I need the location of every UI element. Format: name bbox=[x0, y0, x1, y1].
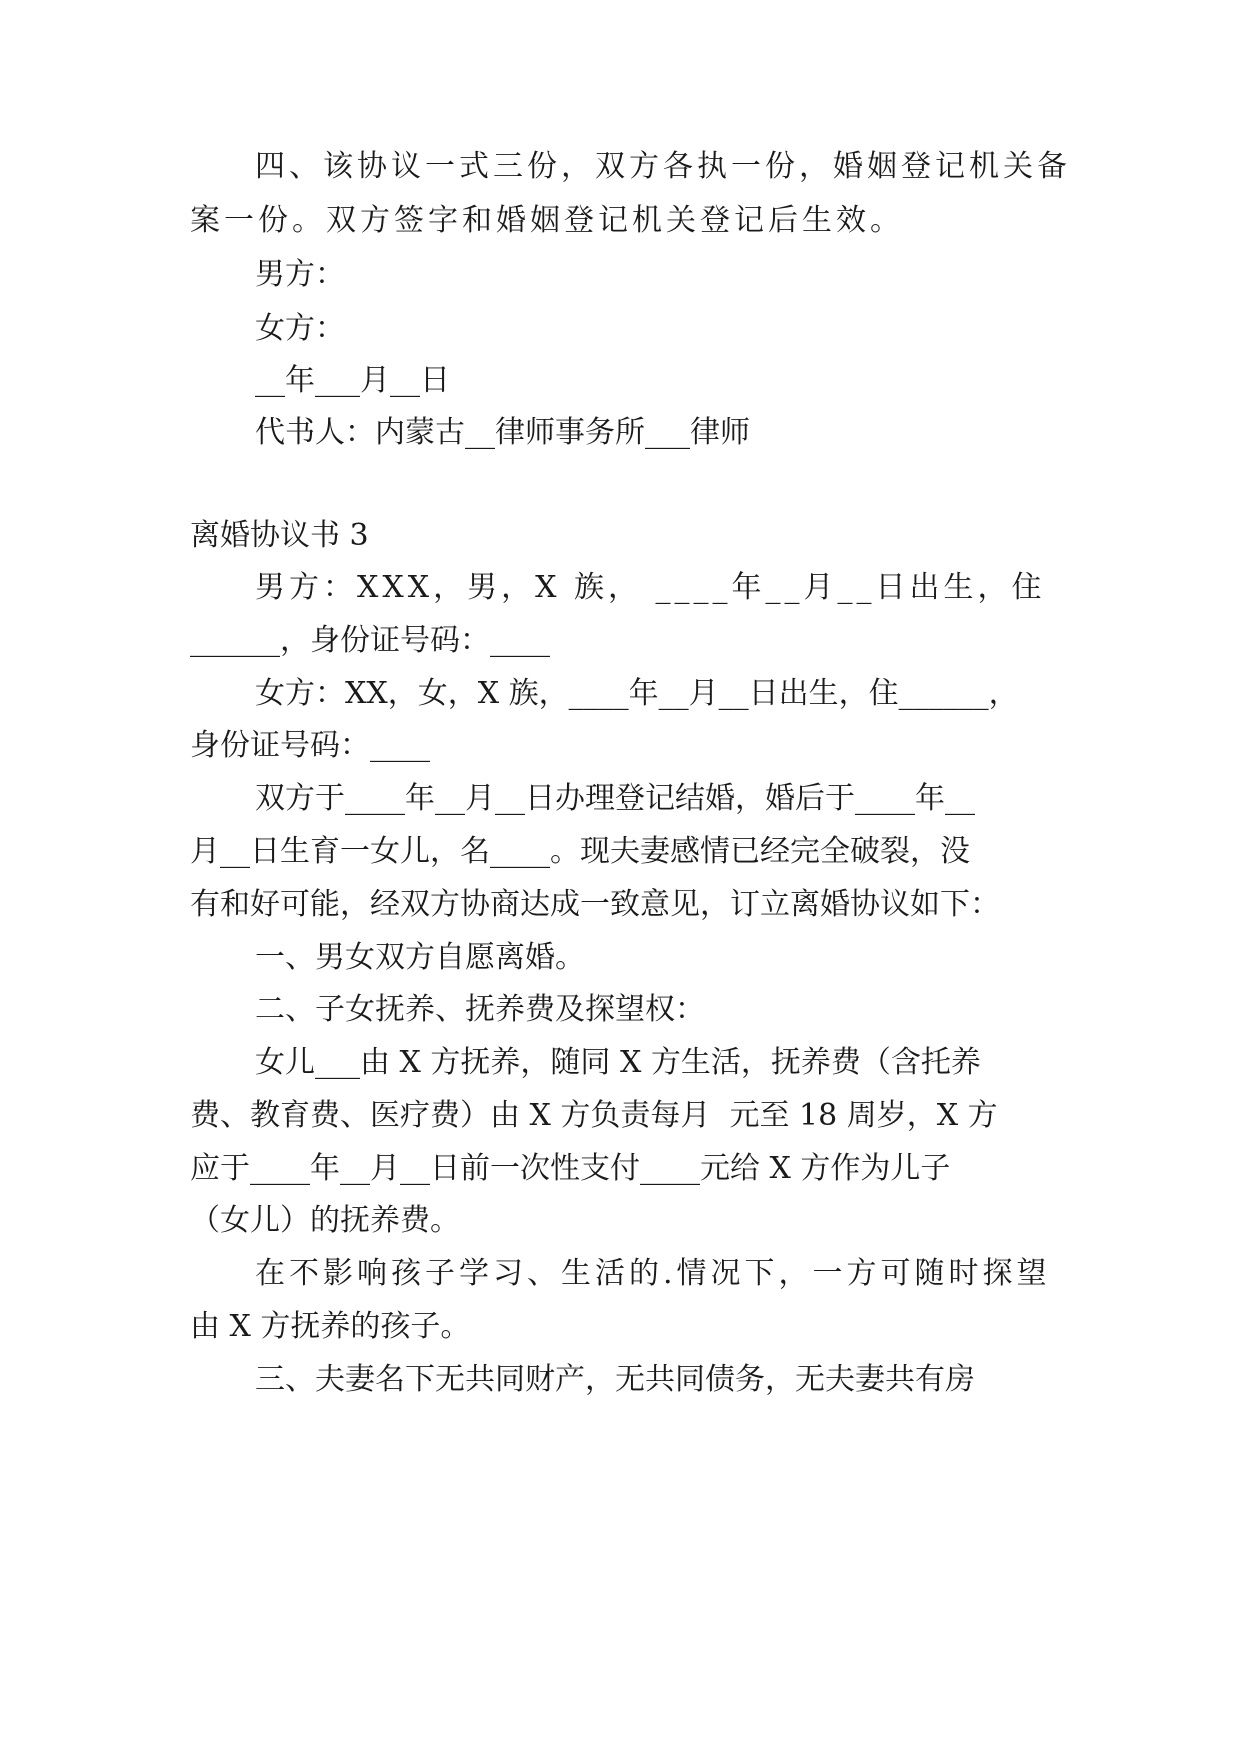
clause-two: 二、子女抚养、抚养费及探望权： bbox=[255, 992, 705, 1027]
male-party-signature-label: 男方： bbox=[255, 257, 345, 292]
clause-one: 一、男女双方自愿离婚。 bbox=[255, 940, 585, 975]
female-party-info: 女方：XX，女，X 族，____年__月__日出生，住______， bbox=[255, 676, 1019, 711]
female-party-info-cont: 身份证号码：____ bbox=[190, 728, 430, 763]
male-party-info-cont: ______，身份证号码：____ bbox=[190, 623, 550, 658]
paragraph-line: 双方于____年__月__日办理登记结婚，婚后于____年__ bbox=[255, 781, 975, 816]
paragraph-line: 月__日生育一女儿，名____。现夫妻感情已经完全破裂，没 bbox=[190, 834, 970, 869]
paragraph-line: 女儿___由 X 方抚养，随同 X 方生活，抚养费（含托养 bbox=[255, 1045, 981, 1080]
drafter-line: 代书人：内蒙古__律师事务所___律师 bbox=[255, 415, 750, 450]
male-party-info: 男方：XXX，男，X 族， ____年__月__日出生，住 bbox=[255, 570, 1046, 605]
section-title: 离婚协议书 3 bbox=[190, 518, 369, 553]
paragraph-line: 应于____年__月__日前一次性支付____元给 X 方作为儿子 bbox=[190, 1151, 951, 1186]
paragraph-line: 在不影响孩子学习、生活的.情况下，一方可随时探望 bbox=[255, 1256, 1051, 1291]
paragraph-line: （女儿）的抚养费。 bbox=[190, 1203, 460, 1238]
paragraph-line: 由 X 方抚养的孩子。 bbox=[190, 1309, 471, 1344]
paragraph-line: 有和好可能，经双方协商达成一致意见，订立离婚协议如下： bbox=[190, 887, 1000, 922]
paragraph-line: 四、该协议一式三份，双方各执一份，婚姻登记机关备 bbox=[255, 149, 1071, 184]
paragraph-line: 案一份。双方签字和婚姻登记机关登记后生效。 bbox=[190, 203, 904, 238]
signature-date: __年___月__日 bbox=[255, 363, 450, 398]
clause-three: 三、夫妻名下无共同财产，无共同债务，无夫妻共有房 bbox=[255, 1362, 975, 1397]
female-party-signature-label: 女方： bbox=[255, 311, 345, 346]
paragraph-line: 费、教育费、医疗费）由 X 方负责每月 元至 18 周岁，X 方 bbox=[190, 1098, 998, 1133]
